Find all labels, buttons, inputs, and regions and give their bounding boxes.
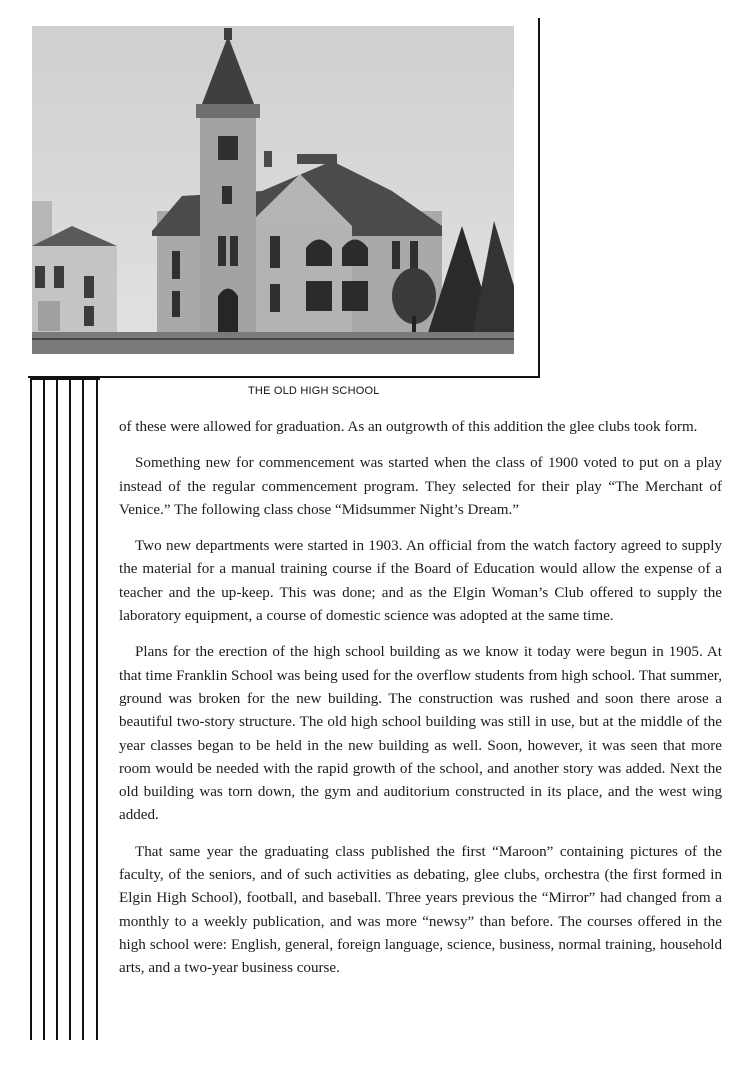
vertical-rule (69, 378, 71, 1040)
paragraph: Something new for commencement was started when the class of 1900 voted to put on a play instead of the regular commencement program. They selected for their play “The Merchant of Venice.” The following class chose “Midsummer Night’s Dream.” (119, 455, 722, 518)
photo-caption: THE OLD HIGH SCHOOL (248, 385, 380, 397)
decorative-rules (0, 378, 100, 1042)
article-body (119, 416, 722, 994)
horizontal-rule (30, 378, 100, 380)
paragraph: Two new departments were started in 1903. An official from the watch factory agreed to supply the material for a manual training course if the Board of Education would allow the expense of a teacher and the up-keep. This was done; and as the Elgin Woman’s Club offered to supply the laboratory equipment, a course of domestic science was adopted at the same time. (119, 538, 722, 625)
vertical-rule (56, 378, 58, 1040)
vertical-rule (43, 378, 45, 1040)
paragraph: of these were allowed for graduation. As an outgrowth of this addition the glee clubs took form. (119, 419, 698, 435)
paragraph: That same year the graduating class published the first “Maroon” containing pictures of the faculty, of the seniors, and of such activities as debating, glee clubs, orchestra (the first formed in Elgin High School), football, and baseball. Three years previous the “Mirror” had changed from a monthly to a weekly publication, and was more “newsy” than before. The courses offered in the high school were: English, general, foreign language, science, business, normal training, household arts, and a two-year business course. (119, 843, 722, 977)
vertical-rule (96, 378, 98, 1040)
vertical-rule (30, 378, 32, 1040)
paragraph: Plans for the erection of the high school building as we know it today were begun in 1905. At that time Franklin School was being used for the overflow students from high school. That summer, ground was broken for the new building. The construction was rushed and soon there arose a beautiful two-story structure. The old high school building was still in use, but at the middle of the year classes began to be held in the new building as well. Soon, however, it was seen that more room would be needed with the rapid growth of the school, and another story was added. Next the old building was torn down, the gym and auditorium constructed in its place, and the west wing added. (119, 644, 722, 824)
vertical-rule (82, 378, 84, 1040)
school-building-illustration (32, 26, 514, 354)
old-high-school-photo (32, 26, 514, 354)
